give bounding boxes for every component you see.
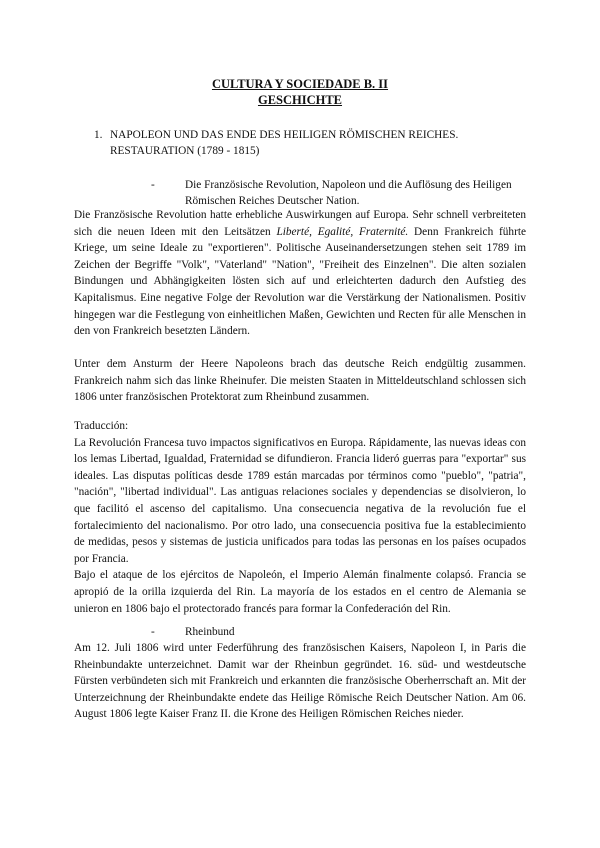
paragraph-napoleon: Unter dem Ansturm der Heere Napoleons brach das deutsche Reich endgültig zusammen. Frankreich nahm sich das linke Rheinufer. Die meisten Staaten in Mitteldeutschland schlossen sich 1806 unter französischen Protektorat zum Rheinbund zusammen.	[74, 358, 526, 404]
translation-paragraph-2: Bajo el ataque de los ejércitos de Napoleón, el Imperio Alemán finalmente colapsó. Francia se apropió de la orilla izquierda del Rin. La mayoría de los estados en el centro de Alemania se unieron en 1806 bajo el protectorado francés para formar la Confederación del Rin.	[74, 569, 526, 615]
bullet-item-revolution	[151, 177, 528, 209]
translation-block	[74, 418, 526, 617]
paragraph-text: Die Französische Revolution hatte erhebliche Auswirkungen auf Europa. Sehr schnell verbreiteten sich die neuen Ideen mit den Leitsätzen	[74, 209, 526, 238]
section-heading-text: NAPOLEON UND DAS ENDE DES HEILIGEN RÖMISCHEN REICHES. RESTAURATION (1789 - 1815)	[110, 129, 459, 157]
bullet-text: Die Französische Revolution, Napoleon und die Auflösung des Heiligen Römischen Reiches Deutscher Nation.	[185, 179, 512, 207]
translation-paragraph-1: La Revolución Francesa tuvo impactos significativos en Europa. Rápidamente, las nuevas ideas con los lemas Libertad, Igualdad, Fraternidad se difundieron. Francia lideró guerras para "exportar" sus ideales. Las disputas políticas desde 1789 están marcadas por términos como "pueblo", "patria", "nación", "libertad individual". Las antiguas relaciones sociales y dependencias se disolvieron, lo que facilitó el ascenso del capitalismo. Una consecuencia negativa de la revolución fue el fortalecimiento del nacionalismo. Por otro lado, una consecuencia positiva fue la establecimiento de medidas, pesos y sistemas de justicia unificados para todas las personas en los países ocupados por Francia.	[74, 436, 526, 565]
paragraph-rheinbund: Am 12. Juli 1806 wird unter Federführung des französischen Kaisers, Napoleon I, in Paris die Rheinbundakte unterzeichnet. Damit war der Rheinbun gegründet. 16. süd- und westdeutsche Fürsten verbündeten sich mit Frankreich und erkannten die französische Oberherrschaft an. Mit der Unterzeichnung der Rheinbundakte endete das Heilige Römische Reich Deutscher Nation. Am 06. August 1806 legte Kaiser Franz II. die Krone des Heiligen Römischen Reiches nieder.	[74, 642, 526, 721]
translation-label: Traducción:	[74, 420, 129, 432]
paragraph-text: Denn Frankreich führte Kriege, um seine Ideale zu "exportieren". Politische Auseinandersetzungen stehen seit 1789 im Zeichen der Begriffe "Volk", "Vaterland" "Nation", "Freiheit des Einzelnen". Die alten sozialen Bindungen und Abhängigkeiten lösten sich auf und erleichterten dadurch den Aufstieg des Kapitalismus. Eine negative Folge der Revolution war die Verstärkung der Nationalismen. Positiv hingegen war die Festlegung von einheitlichen Maßen, Gewichten und Recten für alle Menschen in den von Frankreich besetzten Ländern.	[74, 225, 526, 338]
bullet-item-rheinbund	[151, 624, 528, 640]
bullet-dash: -	[151, 626, 155, 638]
section-heading	[94, 127, 528, 159]
document-subtitle: GESCHICHTE	[257, 93, 343, 107]
bullet-dash: -	[151, 179, 155, 191]
section-number: 1.	[94, 129, 103, 141]
paragraph-revolution	[74, 207, 526, 340]
bullet-text: Rheinbund	[185, 626, 235, 638]
motto-text: Liberté, Egalité, Fraternité.	[276, 225, 409, 238]
document-title: CULTURA Y SOCIEDADE B. II	[211, 77, 389, 91]
